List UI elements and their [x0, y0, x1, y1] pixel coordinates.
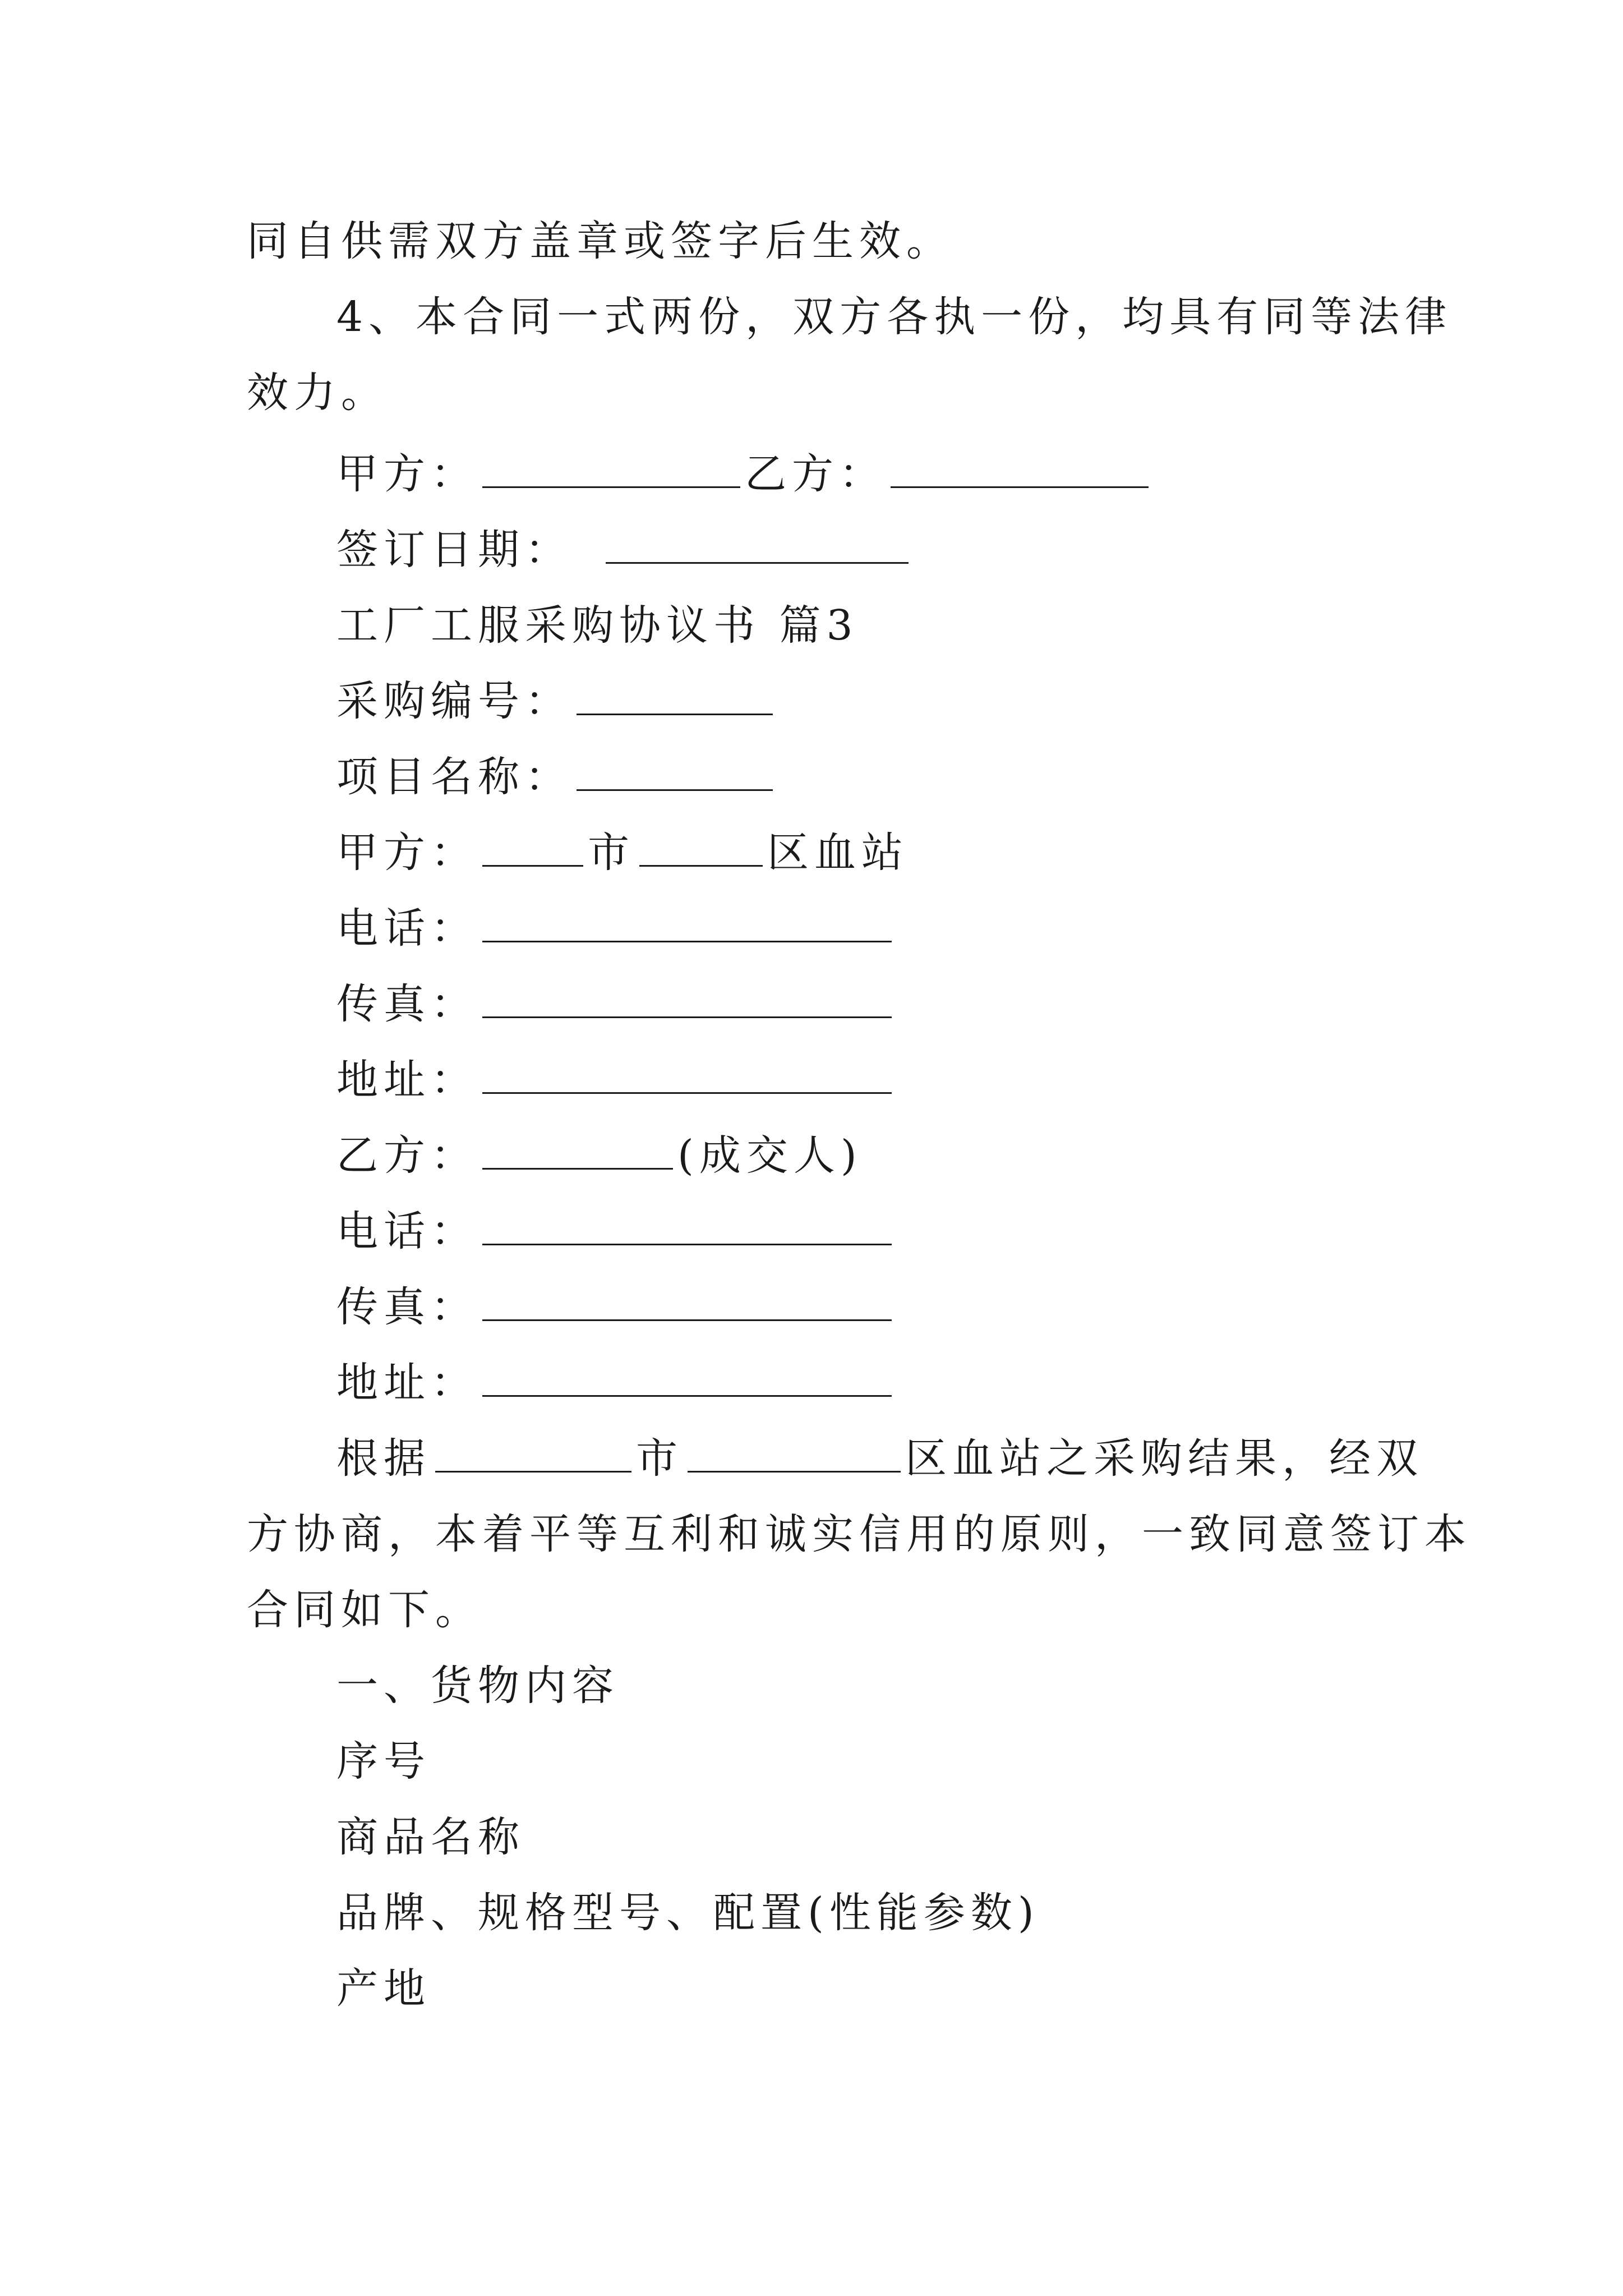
party-a-fax-line: [336, 976, 896, 1032]
party-b-label: 乙方：: [745, 450, 886, 498]
district-blank: [639, 826, 763, 867]
paragraph-line: 4、本合同一式两份，双方各执一份，均具有同等法律: [336, 293, 1453, 341]
phone-blank: [482, 1204, 892, 1245]
table-field-label: 产地: [336, 1964, 431, 2013]
section-title: 工厂工服采购协议书 篇3: [336, 601, 859, 650]
party-a-blank: [482, 447, 740, 488]
sign-date-blank: [606, 523, 909, 564]
paragraph-line: [336, 1430, 1423, 1487]
party-b-blank: [482, 1129, 673, 1170]
purchase-number-line: [336, 673, 777, 729]
phone-label: 电话：: [336, 1207, 478, 1255]
fax-blank: [482, 977, 892, 1018]
project-name-label: 项目名称：: [336, 753, 572, 801]
paragraph-line: 合同如下。: [247, 1586, 482, 1634]
address-blank: [482, 1356, 892, 1397]
party-b-label: 乙方：: [336, 1131, 478, 1180]
project-name-blank: [577, 750, 773, 791]
table-field-label: 序号: [336, 1737, 431, 1786]
address-blank: [482, 1053, 892, 1094]
project-name-line: [336, 749, 777, 805]
city-blank: [482, 826, 583, 867]
party-b-line: [336, 1128, 863, 1184]
party-a-label: 甲方：: [336, 450, 478, 498]
address-label: 地址：: [336, 1359, 478, 1407]
fax-label: 传真：: [336, 1283, 478, 1331]
purchase-number-blank: [577, 674, 773, 715]
party-a-label: 甲方：: [336, 829, 478, 877]
paragraph-text: 区血站之采购结果，经双: [905, 1434, 1423, 1483]
city-label: 市: [636, 1434, 683, 1483]
party-b-fax-line: [336, 1279, 896, 1335]
party-b-blank: [891, 447, 1149, 488]
city-label: 市: [588, 829, 635, 877]
table-field-label: 品牌、规格型号、配置(性能参数): [336, 1889, 1040, 1937]
party-a-address-line: [336, 1052, 896, 1108]
party-a-phone-line: [336, 900, 896, 956]
fax-blank: [482, 1280, 892, 1321]
signature-line: [336, 446, 1153, 502]
party-b-note: (成交人): [677, 1131, 863, 1180]
address-label: 地址：: [336, 1056, 478, 1104]
basis-label: 根据: [336, 1434, 431, 1483]
paragraph-line: 效力。: [247, 369, 388, 417]
sign-date-line: [336, 522, 913, 578]
district-blank: [688, 1432, 901, 1473]
party-b-phone-line: [336, 1203, 896, 1259]
section-heading: 一、货物内容: [336, 1662, 619, 1710]
phone-label: 电话：: [336, 904, 478, 953]
sign-date-label: 签订日期：: [336, 526, 572, 574]
paragraph-line: 同自供需双方盖章或签字后生效。: [247, 217, 953, 265]
paragraph-line: 方协商，本着平等互利和诚实信用的原则，一致同意签订本: [247, 1510, 1472, 1558]
fax-label: 传真：: [336, 980, 478, 1028]
purchase-number-label: 采购编号：: [336, 677, 572, 725]
party-b-address-line: [336, 1355, 896, 1411]
district-blank-station-label: 区血站: [767, 829, 909, 877]
party-a-line: [336, 825, 909, 881]
phone-blank: [482, 901, 892, 942]
table-field-label: 商品名称: [336, 1813, 525, 1861]
city-blank: [435, 1432, 631, 1473]
